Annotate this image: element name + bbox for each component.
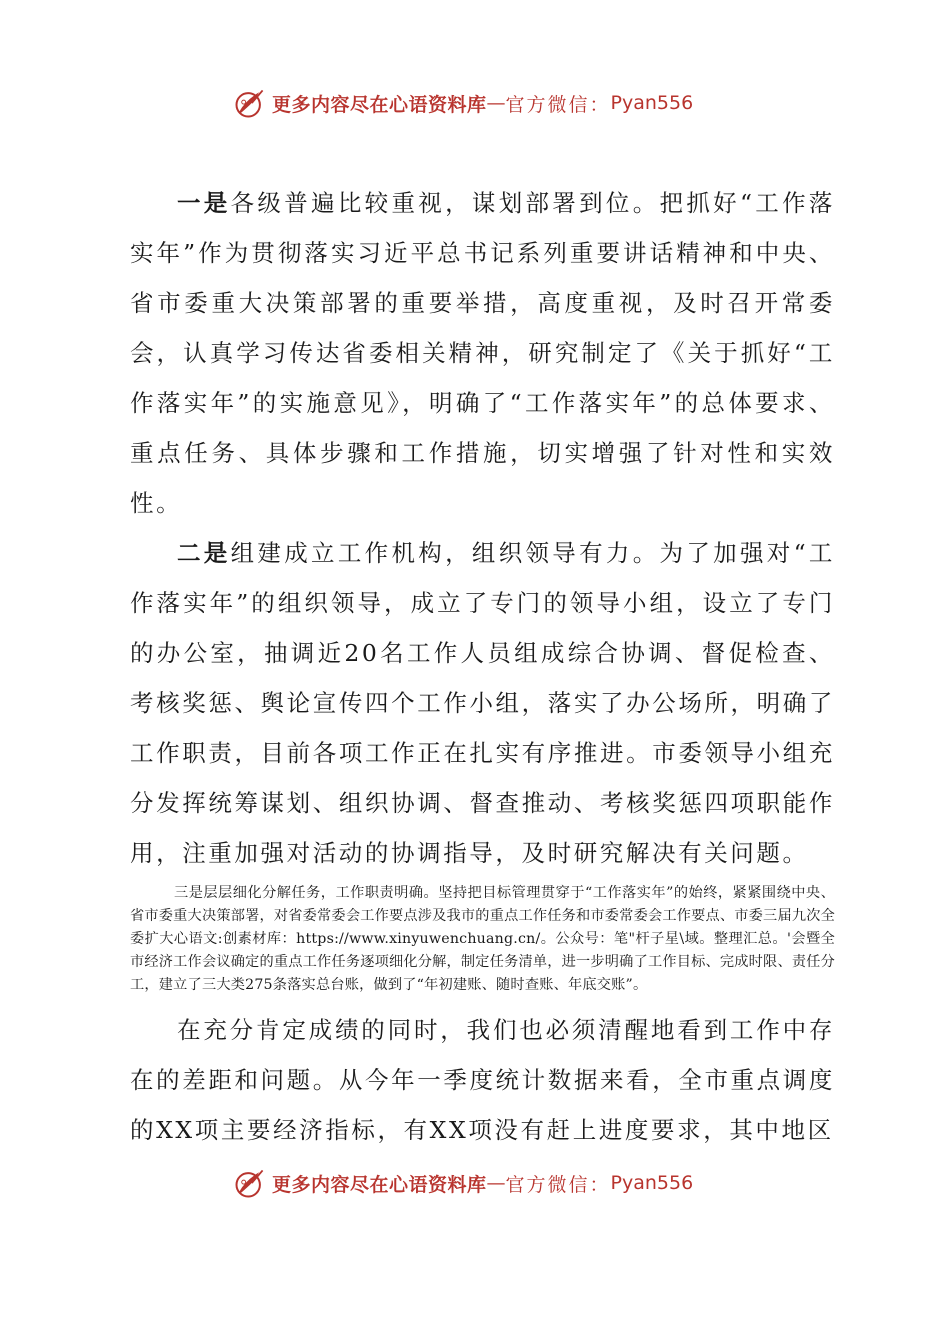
paragraph-2-text: 组建成立工作机构，组织领导有力。为了加强对“工作落实年”的组织领导，成立了专门的领导小组，设立了专门的办公室，抽调近20名工作人员组成综合协调、督促检查、考核奖惩、舆论宣传四个工作小组，落实了办公场所，明确了工作职责，目前各项工作正在扎实有序推进。市委领导小组充分发挥统筹谋划、组织协调、督查推动、考核奖惩四项职能作用，注重加强对活动的协调指导，及时研究解决有关问题。 <box>130 539 835 867</box>
banner-wechat-label: 官方微信： <box>505 93 611 116</box>
banner-dash: — <box>486 1172 506 1194</box>
document-body <box>130 178 835 1155</box>
paragraph-4: 在充分肯定成绩的同时，我们也必须清醒地看到工作中存在的差距和问题。从今年一季度统计数据来看，全市重点调度的XX项主要经济指标，有XX项没有赶上进度要求，其中地区 <box>130 1016 835 1144</box>
pen-logo-icon <box>232 1165 268 1201</box>
paragraph-2 <box>130 528 835 878</box>
pen-logo-icon <box>232 85 268 121</box>
banner-text: 更多内容尽在心语资料库 <box>272 93 487 116</box>
paragraph-1 <box>130 178 835 528</box>
paragraph-3: 三是层层细化分解任务，工作职责明确。坚持把目标管理贯穿于“工作落实年”的始终，紧紧围绕中央、省市委重大决策部署，对省委常委会工作要点涉及我市的重点工作任务和市委常委会工作要点、市委三届九次全委扩大心语文:创素材库：https://www.xinyuwenchuang.cn/。公众号：笔"杆子星\域。整理汇总。'会暨全市经济工作会议确定的重点工作任务逐项细化分解，制定任务清单，进一步明确了工作目标、完成时限、责任分工，建立了三大类275条落实总台账，做到了“年初建账、随时查账、年底交账”。 <box>130 885 835 993</box>
footer-banner <box>232 1163 752 1203</box>
banner-text: 更多内容尽在心语资料库 <box>272 1173 487 1196</box>
banner-wechat-label: 官方微信： <box>505 1173 611 1196</box>
paragraph-1-lead: 一是 <box>177 189 231 217</box>
paragraph-2-lead: 二是 <box>177 539 231 567</box>
banner-wechat-id: Pyan556 <box>610 92 694 114</box>
header-banner <box>232 83 752 123</box>
paragraph-1-text: 各级普遍比较重视，谋划部署到位。把抓好“工作落实年”作为贯彻落实习近平总书记系列重要讲话精神和中央、省市委重大决策部署的重要举措，高度重视，及时召开常委会，认真学习传达省委相关精神，研究制定了《关于抓好“工作落实年”的实施意见》，明确了“工作落实年”的总体要求、重点任务、具体步骤和工作措施，切实增强了针对性和实效性。 <box>130 189 835 517</box>
banner-wechat-id: Pyan556 <box>610 1172 694 1194</box>
banner-dash: — <box>486 92 506 114</box>
